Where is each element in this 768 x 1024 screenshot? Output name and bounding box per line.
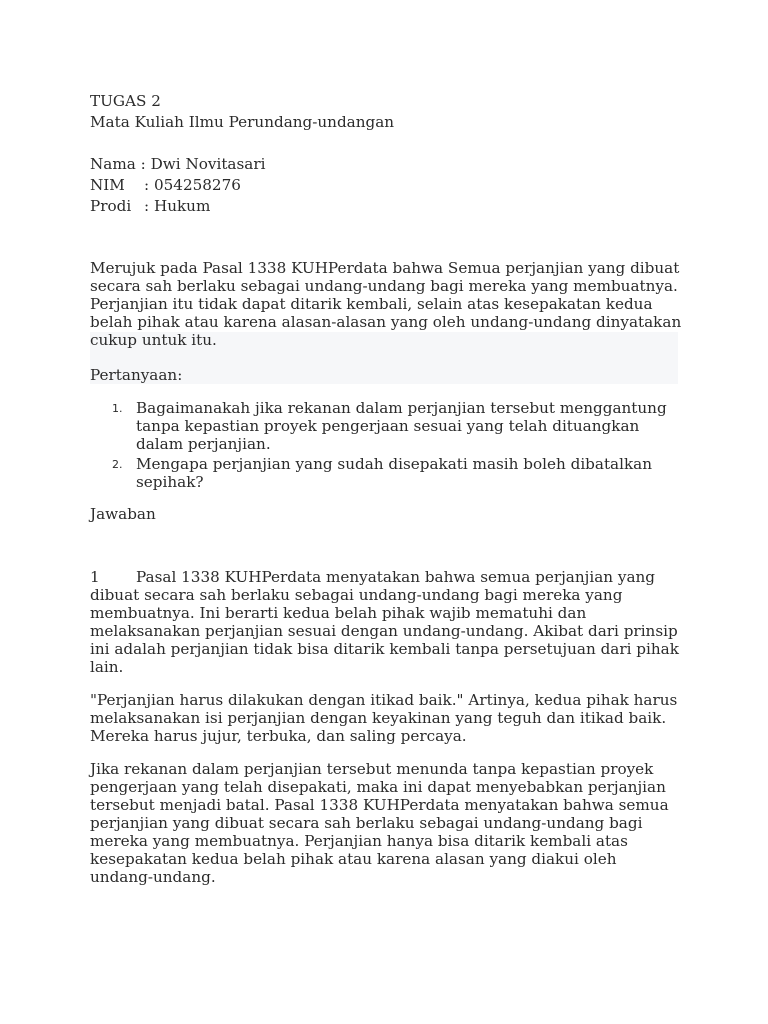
nim-line: NIM : 054258276 <box>90 176 241 194</box>
answer-line: melaksanakan isi perjanjian dengan keyakinan yang teguh dan itikad baik. <box>90 709 667 727</box>
assignment-title: TUGAS 2 <box>90 92 161 110</box>
question-line: Bagaimanakah jika rekanan dalam perjanjian tersebut menggantung <box>136 399 667 417</box>
answer-line: Mereka harus jujur, terbuka, dan saling percaya. <box>90 727 467 745</box>
answer-paragraph-1 <box>90 568 680 676</box>
prodi-value: Hukum <box>153 197 211 215</box>
nama-value: Dwi Novitasari <box>150 155 266 173</box>
nim-label: NIM <box>90 176 125 194</box>
prodi-label: Prodi <box>90 197 132 215</box>
question-line: dalam perjanjian. <box>136 435 271 453</box>
answer-line: ini adalah perjanjian tidak bisa ditarik kembali tanpa persetujuan dari pihak <box>90 640 679 658</box>
answer-line: mereka yang membuatnya. Perjanjian hanya bisa ditarik kembali atas <box>90 832 628 850</box>
answer-line: pengerjaan yang telah disepakati, maka ini dapat menyebabkan perjanjian <box>90 778 666 796</box>
questions-heading-text: Pertanyaan: <box>90 366 183 384</box>
answer-line: membuatnya. Ini berarti kedua belah pihak wajib mematuhi dan <box>90 604 587 622</box>
answer-number: 1 <box>90 568 100 586</box>
answer-paragraph-2 <box>90 691 680 745</box>
intro-line: cukup untuk itu. <box>90 331 217 349</box>
nim-value: 054258276 <box>153 176 241 194</box>
answer-line: kesepakatan kedua belah pihak atau karena alasan yang diakui oleh <box>90 850 617 868</box>
nama-line: Nama : Dwi Novitasari <box>90 155 266 173</box>
answer-line: "Perjanjian harus dilakukan dengan itikad baik." Artinya, kedua pihak harus <box>90 691 678 709</box>
answer-line: undang-undang. <box>90 868 216 886</box>
intro-line: Merujuk pada Pasal 1338 KUHPerdata bahwa Semua perjanjian yang dibuat <box>90 259 680 277</box>
intro-line: secara sah berlaku sebagai undang-undang bagi mereka yang membuatnya. <box>90 277 678 295</box>
answer-line: perjanjian yang dibuat secara sah berlaku sebagai undang-undang bagi <box>90 814 643 832</box>
answer-line <box>90 568 680 586</box>
answer-heading-text: Jawaban <box>90 505 156 523</box>
answer-line: dibuat secara sah berlaku sebagai undang-undang bagi mereka yang <box>90 586 623 604</box>
question-line: Mengapa perjanjian yang sudah disepakati masih boleh dibatalkan <box>136 455 653 473</box>
questions-list <box>90 399 680 493</box>
answer-line: lain. <box>90 658 124 676</box>
intro-line: Perjanjian itu tidak dapat ditarik kembali, selain atas kesepakatan kedua <box>90 295 653 313</box>
nama-label: Nama <box>90 155 136 173</box>
answer-line: tersebut menjadi batal. Pasal 1338 KUHPerdata menyatakan bahwa semua <box>90 796 669 814</box>
question-number: 2. <box>112 458 123 471</box>
document-header <box>90 92 680 131</box>
answer-heading <box>90 505 680 523</box>
course-title: Mata Kuliah Ilmu Perundang-undangan <box>90 113 395 131</box>
answer-line: Jika rekanan dalam perjanjian tersebut menunda tanpa kepastian proyek <box>90 760 654 778</box>
answer-line: melaksanakan perjanjian sesuai dengan undang-undang. Akibat dari prinsip <box>90 622 678 640</box>
question-line: sepihak? <box>136 473 204 491</box>
answer-text: Pasal 1338 KUHPerdata menyatakan bahwa semua perjanjian yang <box>136 568 655 586</box>
prodi-line: Prodi : Hukum <box>90 197 211 215</box>
intro-line: belah pihak atau karena alasan-alasan yang oleh undang-undang dinyatakan <box>90 313 682 331</box>
intro-paragraph <box>90 259 680 349</box>
list-item <box>90 399 680 453</box>
question-number: 1. <box>112 402 123 415</box>
list-item <box>90 455 680 491</box>
answer-paragraph-3 <box>90 760 680 886</box>
question-line: tanpa kepastian proyek pengerjaan sesuai yang telah dituangkan <box>136 417 640 435</box>
student-identity <box>90 155 680 215</box>
questions-heading <box>90 366 680 384</box>
